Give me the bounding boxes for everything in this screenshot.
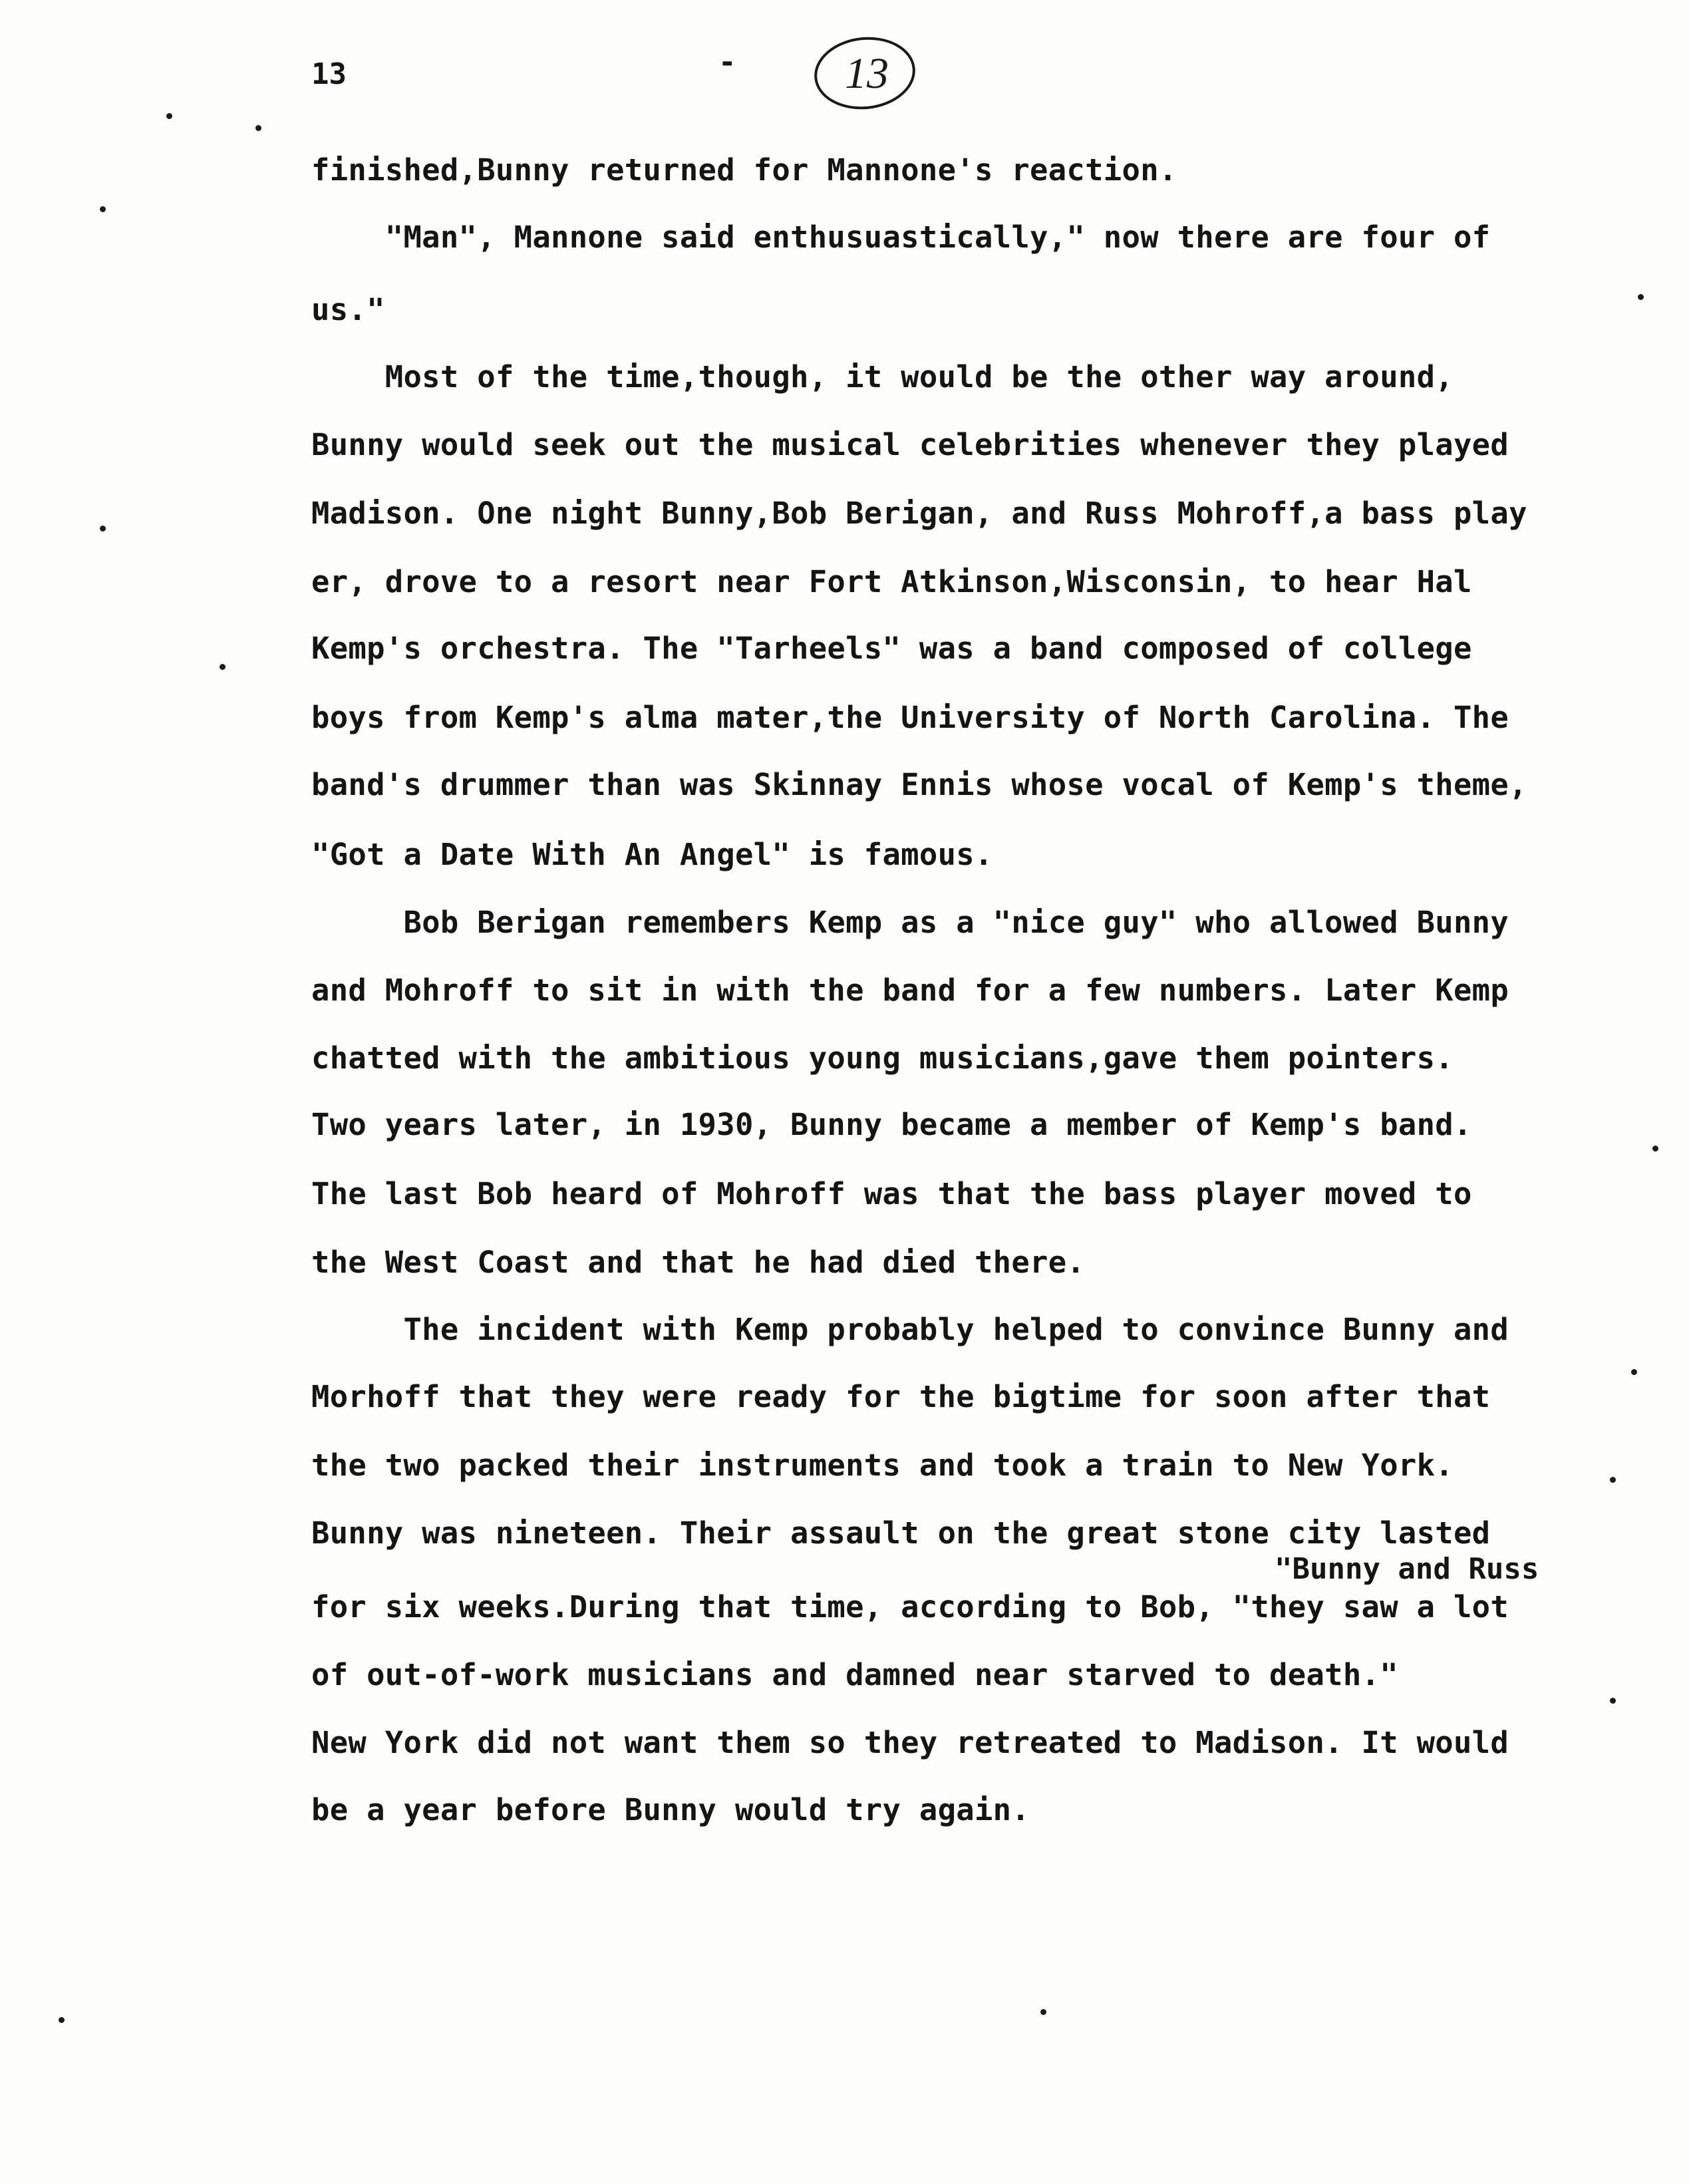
interlinear-insert: "Bunny and Russ bbox=[1275, 1552, 1539, 1586]
text-line: us." bbox=[311, 292, 385, 327]
text-line: Bunny was nineteen. Their assault on the great stone city lasted bbox=[311, 1515, 1491, 1551]
text-line: finished,Bunny returned for Mannone's reaction. bbox=[311, 152, 1177, 188]
scan-speck bbox=[255, 125, 261, 131]
scan-speck bbox=[1638, 294, 1644, 300]
text-line: Madison. One night Bunny,Bob Berigan, and Russ Mohroff,a bass play bbox=[311, 496, 1527, 531]
text-line: Two years later, in 1930, Bunny became a member of Kemp's band. bbox=[311, 1107, 1472, 1142]
page-number: 13 bbox=[311, 57, 347, 91]
scan-speck bbox=[166, 113, 172, 119]
scan-speck bbox=[220, 664, 226, 670]
text-line: The incident with Kemp probably helped to convince Bunny and bbox=[311, 1312, 1509, 1347]
text-line: the two packed their instruments and took a train to New York. bbox=[311, 1448, 1454, 1483]
scan-speck bbox=[1652, 1146, 1658, 1152]
text-line: and Mohroff to sit in with the band for a few numbers. Later Kemp bbox=[311, 973, 1509, 1008]
text-line: Bob Berigan remembers Kemp as a "nice guy" who allowed Bunny bbox=[311, 905, 1509, 940]
text-line: "Got a Date With An Angel" is famous. bbox=[311, 837, 993, 872]
text-line: "Man", Mannone said enthusuastically," now there are four of bbox=[311, 220, 1491, 255]
scan-speck bbox=[59, 2017, 65, 2023]
text-line: the West Coast and that he had died there. bbox=[311, 1245, 1086, 1280]
scan-speck bbox=[1631, 1369, 1637, 1375]
scan-speck bbox=[1610, 1698, 1616, 1704]
scan-speck bbox=[1610, 1477, 1616, 1483]
circled-page-number bbox=[804, 29, 923, 116]
text-line: Most of the time,though, it would be the other way around, bbox=[311, 359, 1454, 394]
scan-speck bbox=[100, 526, 106, 532]
circled-page-number-text: 13 bbox=[845, 49, 889, 98]
text-line: be a year before Bunny would try again. bbox=[311, 1792, 1030, 1827]
text-line: boys from Kemp's alma mater,the University of North Carolina. The bbox=[311, 700, 1509, 735]
text-line: band's drummer than was Skinnay Ennis whose vocal of Kemp's theme, bbox=[311, 767, 1527, 802]
text-line: Morhoff that they were ready for the bigtime for soon after that bbox=[311, 1379, 1491, 1414]
text-line: for six weeks.During that time, according to Bob, "they saw a lot bbox=[311, 1589, 1509, 1625]
text-line: New York did not want them so they retreated to Madison. It would bbox=[311, 1725, 1509, 1760]
text-line: Kemp's orchestra. The "Tarheels" was a band composed of college bbox=[311, 631, 1472, 666]
text-line: er, drove to a resort near Fort Atkinson,Wisconsin, to hear Hal bbox=[311, 564, 1472, 599]
text-line: Bunny would seek out the musical celebrities whenever they played bbox=[311, 427, 1509, 462]
text-line: of out-of-work musicians and damned near starved to death." bbox=[311, 1657, 1398, 1692]
scan-speck bbox=[1040, 2009, 1046, 2015]
text-line: The last Bob heard of Mohroff was that the bass player moved to bbox=[311, 1176, 1472, 1211]
scan-speck bbox=[100, 206, 106, 212]
text-line: chatted with the ambitious young musicians,gave them pointers. bbox=[311, 1040, 1454, 1076]
dash-mark: - bbox=[718, 45, 736, 79]
